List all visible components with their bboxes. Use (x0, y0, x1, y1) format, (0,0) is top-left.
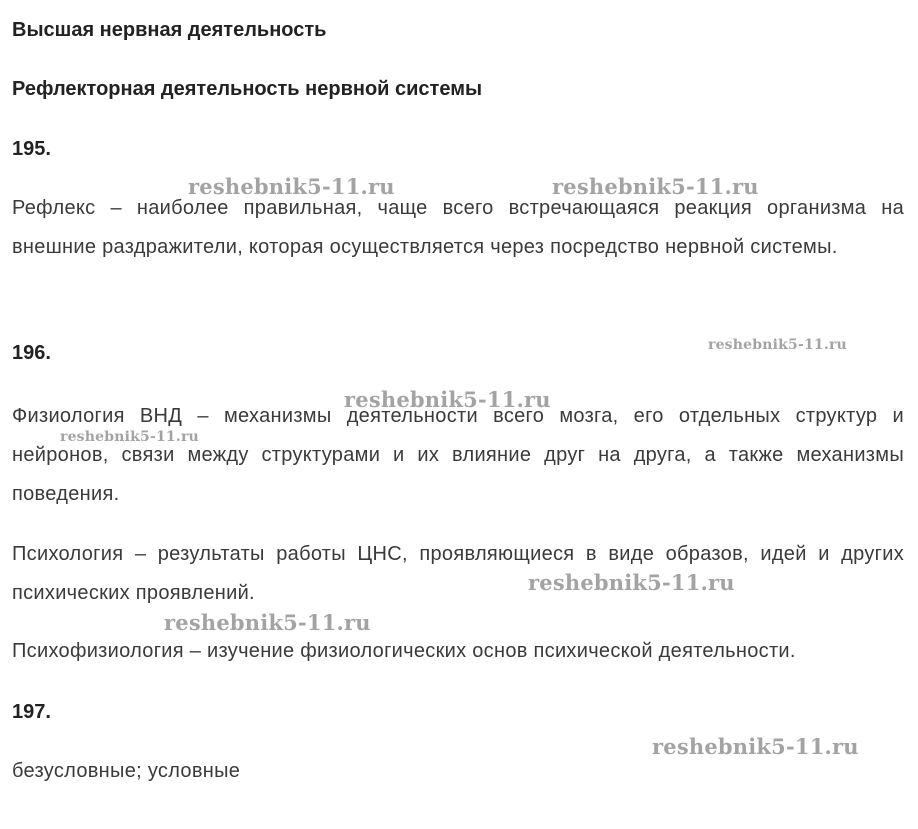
section-title: Высшая нервная деятельность (12, 19, 327, 41)
watermark: reshebnik5-11.ru (344, 387, 551, 412)
task-number-195: 195. (12, 138, 51, 160)
watermark: reshebnik5-11.ru (188, 174, 395, 199)
watermark: reshebnik5-11.ru (708, 337, 847, 353)
watermark: reshebnik5-11.ru (652, 734, 859, 759)
watermark: reshebnik5-11.ru (528, 570, 735, 595)
watermark: reshebnik5-11.ru (60, 429, 199, 445)
watermark: reshebnik5-11.ru (552, 174, 759, 199)
task-196-paragraph-3: Психофизиология – изучение физиологических основ психической деятельности. (12, 640, 796, 662)
watermark: reshebnik5-11.ru (164, 610, 371, 635)
task-195-answer: Рефлекс – наиболее правильная, чаще всего встречающаяся реакция организма на внешние раздражители, которая осуществляется через посредство нервной системы. (12, 197, 904, 258)
task-196-paragraph-2: Психология – результаты работы ЦНС, проявляющиеся в виде образов, идей и других психических проявлений. (12, 543, 904, 604)
task-196-paragraph-1: Физиология ВНД – механизмы деятельности всего мозга, его отдельных структур и нейронов, связи между структурами и их влияние друг на друга, а также механизмы поведения. (12, 405, 904, 505)
task-number-196: 196. (12, 342, 51, 364)
task-number-197: 197. (12, 701, 51, 723)
subsection-title: Рефлекторная деятельность нервной системы (12, 78, 483, 100)
task-197-answer: безусловные; условные (12, 760, 241, 782)
